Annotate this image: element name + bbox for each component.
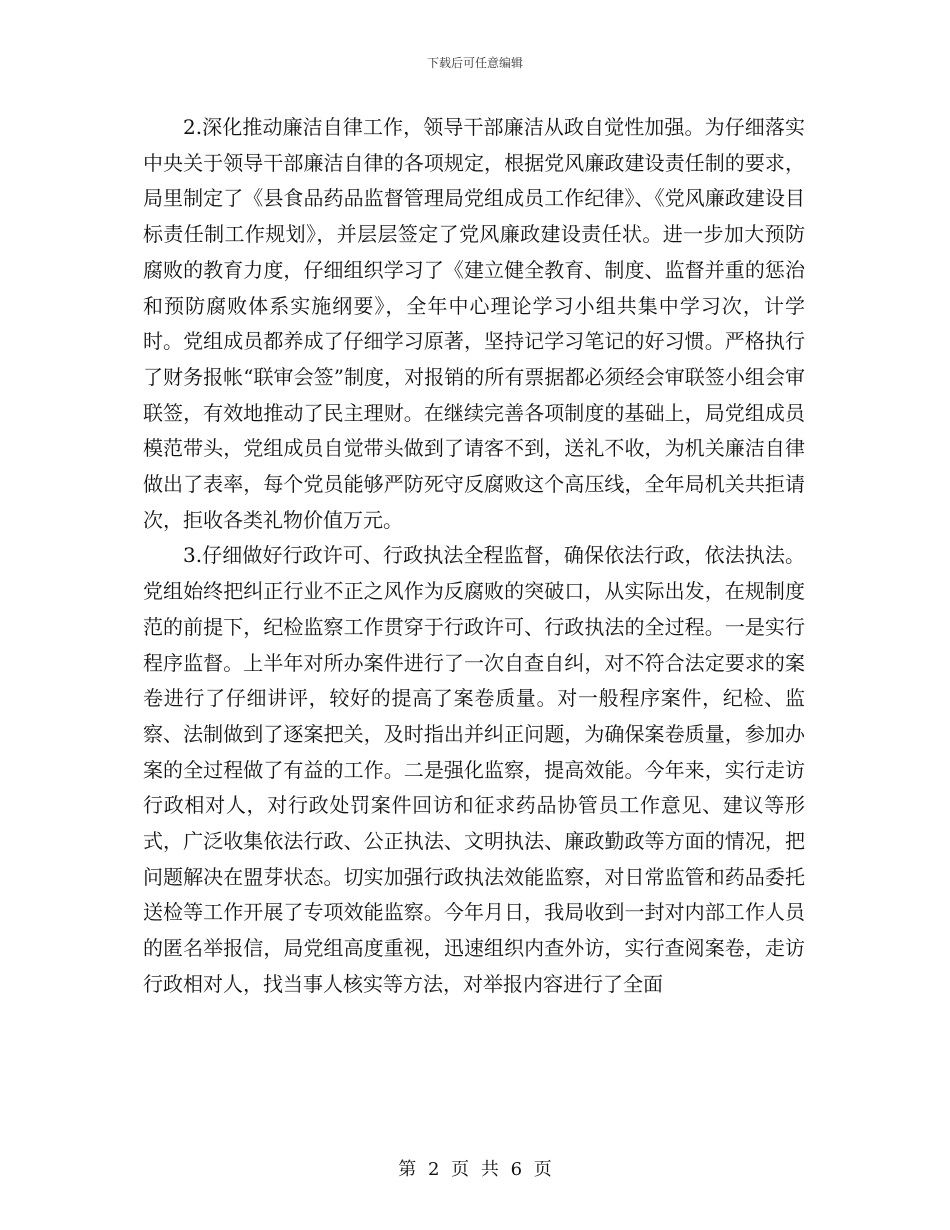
page-footer-number: 第 2 页 共 6 页 [398,1159,552,1180]
paragraph-item-2: 2.深化推动廉洁自律工作，领导干部廉洁从政自觉性加强。为仔细落实中央关于领导干部廉洁自律的各项规定，根据党风廉政建设责任制的要求，局里制定了《县食品药品监督管理局党组成员工作纪律》、《党风廉政建设目标责任制工作规划》，并层层签定了党风廉政建设责任状。进一步加大预防腐败的教育力度，仔细组织学习了《建立健全教育、制度、监督并重的惩治和预防腐败体系实施纲要》，全年中心理论学习小组共集中学习次，计学时。党组成员都养成了仔细学习原著，坚持记学习笔记的好习惯。严格执行了财务报帐“联审会签”制度，对报销的所有票据都必须经会审联签小组会审联签，有效地推动了民主理财。在继续完善各项制度的基础上，局党组成员模范带头，党组成员自觉带头做到了请客不到，送礼不收，为机关廉洁自律做出了表率，每个党员能够严防死守反腐败这个高压线，全年局机关共拒请次，拒收各类礼物价值万元。 [143,115,805,532]
document-body [143,110,805,1003]
paragraph-item-3: 3.仔细做好行政许可、行政执法全程监督，确保依法行政，依法执法。党组始终把纠正行业不正之风作为反腐败的突破口，从实际出发，在规制度范的前提下，纪检监察工作贯穿于行政许可、行政执法的全过程。一是实行程序监督。上半年对所办案件进行了一次自查自纠，对不符合法定要求的案卷进行了仔细讲评，较好的提高了案卷质量。对一般程序案件，纪检、监察、法制做到了逐案把关，及时指出并纠正问题，为确保案卷质量，参加办案的全过程做了有益的工作。二是强化监察，提高效能。今年来，实行走访行政相对人，对行政处罚案件回访和征求药品协管员工作意见、建议等形式，广泛收集依法行政、公正执法、文明执法、廉政勤政等方面的情况，把问题解决在盟芽状态。切实加强行政执法效能监察，对日常监管和药品委托送检等工作开展了专项效能监察。今年月日，我局收到一封对内部工作人员的匿名举报信，局党组高度重视，迅速组织内查外访，实行查阅案卷，走访行政相对人，找当事人核实等方法，对举报内容进行了全面 [143,543,805,996]
page-header-note: 下载后可任意编辑 [426,56,523,70]
